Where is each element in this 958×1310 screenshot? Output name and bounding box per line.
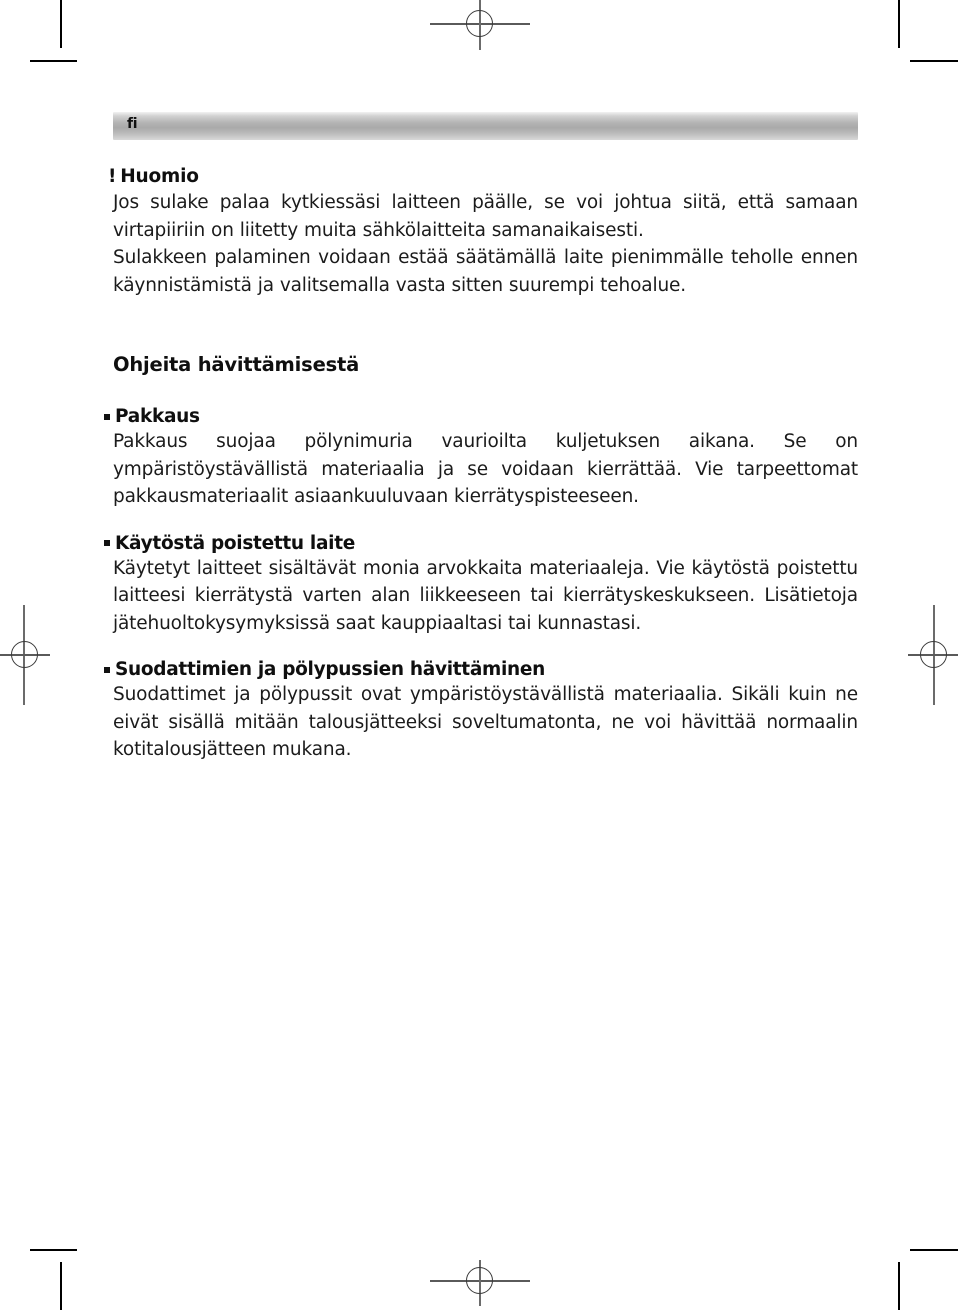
- language-tab-bar: [113, 112, 858, 140]
- square-bullet-icon: [104, 414, 110, 420]
- page-content: [108, 112, 858, 764]
- disposal-subsection-filters-heading-label: Suodattimien ja pölypussien hävittäminen: [115, 659, 546, 680]
- square-bullet-icon: [104, 667, 110, 673]
- disposal-subsection-old-appliance-heading: [104, 533, 858, 554]
- disposal-subsection-filters: [113, 659, 858, 764]
- disposal-subsection-packaging-heading: [104, 406, 858, 427]
- disposal-section: [113, 353, 858, 764]
- disposal-subsection-old-appliance-body: Käytetyt laitteet sisältävät monia arvokkaita materiaaleja. Vie käytöstä poistettu laitteesi kierrätystä varten alan liikkeeseen tai kierrätyskeskukseen. Lisätietoja jätehuoltokysymyksissä saat kauppiaaltasi tai kunnastasi.: [113, 557, 858, 634]
- square-bullet-icon: [104, 540, 110, 546]
- disposal-subsection-old-appliance: [113, 533, 858, 638]
- disposal-subsection-packaging-heading-label: Pakkaus: [115, 406, 200, 427]
- caution-paragraph-1: Jos sulake palaa kytkiessäsi laitteen päälle, se voi johtua siitä, että samaan virtapiiriin on liitetty muita sähkölaitteita samanaikaisesti.: [113, 192, 858, 241]
- disposal-subsection-old-appliance-heading-label: Käytöstä poistettu laite: [115, 532, 355, 554]
- disposal-subsection-packaging: [113, 406, 858, 511]
- disposal-subsection-packaging-body: Pakkaus suojaa pölynimuria vaurioilta kuljetuksen aikana. Se on ympäristöystävällistä materiaalia ja se voidaan kierrättää. Vie tarpeettomat pakkausmateriaalit asiaankuuluvaan kierrätyspisteeseen.: [113, 431, 858, 507]
- caution-heading-label: Huomio: [120, 166, 199, 187]
- language-code-label: fi: [127, 116, 138, 132]
- caution-paragraph-2: Sulakkeen palaminen voidaan estää säätämällä laite pienimmälle teholle ennen käynnistämistä ja valitsemalla vasta sitten suurempi tehoalue.: [113, 247, 858, 296]
- disposal-subsection-filters-body: Suodattimet ja pölypussit ovat ympäristöystävällistä materiaalia. Sikäli kuin ne eivät sisällä mitään talousjätteeksi soveltumatonta, ne voi hävittää normaalin kotitalousjätteen mukana.: [113, 684, 858, 760]
- caution-heading: [108, 166, 858, 187]
- disposal-section-title: Ohjeita hävittämisestä: [113, 353, 360, 376]
- exclamation-icon: !: [108, 166, 117, 187]
- caution-block: [108, 166, 858, 299]
- disposal-subsection-filters-heading: [104, 659, 858, 680]
